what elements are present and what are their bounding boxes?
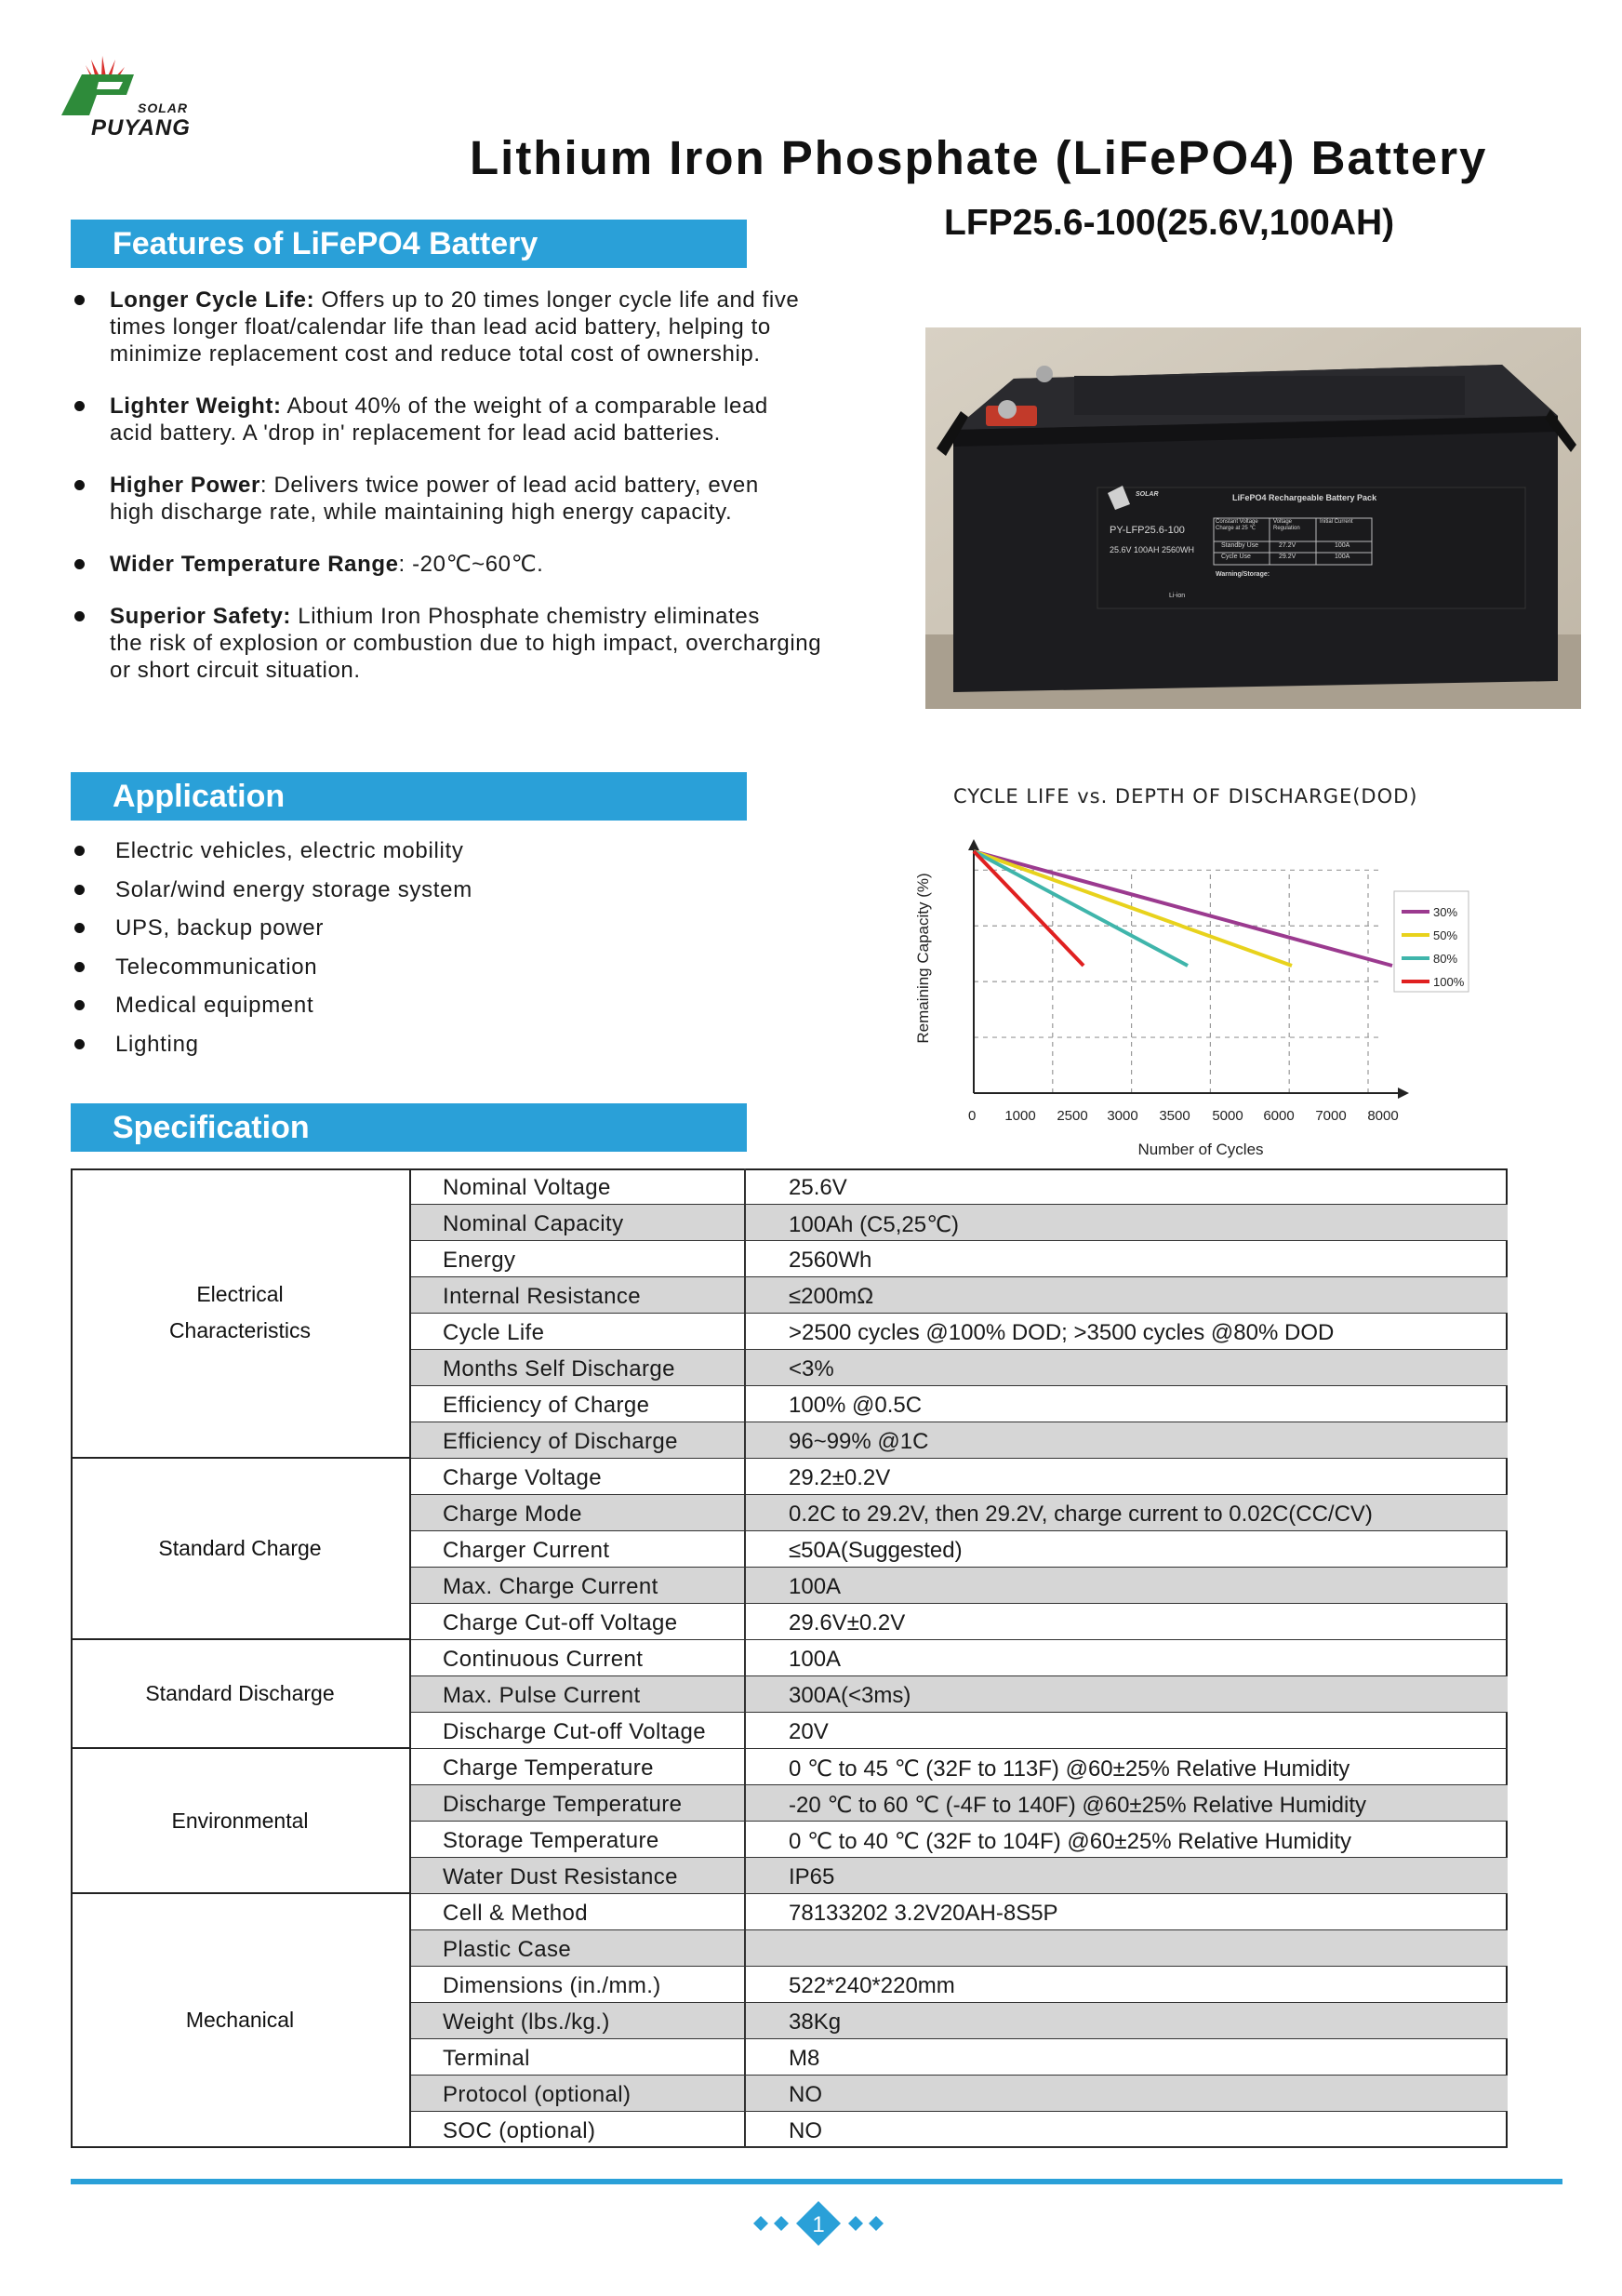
spec-value: 0 ℃ to 45 ℃ (32F to 113F) @60±25% Relative Humidity <box>789 1756 1350 1782</box>
legend-label: 30% <box>1433 905 1458 919</box>
spec-key: Internal Resistance <box>443 1284 642 1309</box>
battery-label <box>925 327 1581 709</box>
bullet-icon <box>74 611 85 621</box>
features-heading: Features of LiFePO4 Battery <box>71 220 747 268</box>
spec-value: 100A <box>789 1574 842 1599</box>
spec-row <box>411 1459 1508 1495</box>
spec-row <box>411 1422 1508 1459</box>
bullet-icon <box>74 295 85 305</box>
spec-row <box>411 1241 1508 1277</box>
spec-column-divider <box>744 1495 746 1530</box>
spec-column-divider <box>744 1241 746 1276</box>
spec-value: 0.2C to 29.2V, then 29.2V, charge current to 0.02C(CC/CV) <box>789 1502 1373 1527</box>
spec-group-name <box>71 1749 411 1894</box>
spec-column-divider <box>744 1713 746 1748</box>
label-row2-c1: Cycle Use <box>1221 554 1251 560</box>
chart-series-line <box>974 851 1292 966</box>
feature-text: Offers up to 20 times longer cycle life and five <box>314 287 800 313</box>
x-tick-label: 5000 <box>1212 1108 1243 1124</box>
model-title: LFP25.6-100(25.6V,100AH) <box>944 203 1395 243</box>
feature-item <box>71 603 908 684</box>
feature-label: Lighter Weight: <box>110 394 282 419</box>
bullet-icon <box>74 885 85 895</box>
spec-row <box>411 1858 1508 1894</box>
label-row1-c3: 100A <box>1335 542 1350 549</box>
y-axis-label: Remaining Capacity (%) <box>914 873 932 1044</box>
spec-group-name <box>71 1459 411 1640</box>
application-text: Telecommunication <box>115 954 318 980</box>
spec-column-divider <box>744 1640 746 1675</box>
bullet-icon <box>74 480 85 490</box>
x-axis-arrow-icon <box>1398 1088 1409 1099</box>
application-heading: Application <box>71 772 747 821</box>
spec-row <box>411 1350 1508 1386</box>
spec-value: 2560Wh <box>789 1248 872 1273</box>
spec-key: Dimensions (in./mm.) <box>443 1973 661 1998</box>
spec-row <box>411 1168 1508 1205</box>
spec-value: 20V <box>789 1719 829 1744</box>
spec-key: Cell & Method <box>443 1901 588 1926</box>
label-row1-c1: Standby Use <box>1221 542 1259 549</box>
specification-heading: Specification <box>71 1103 747 1152</box>
spec-value: 100Ah (C5,25℃) <box>789 1212 960 1237</box>
spec-row <box>411 2076 1508 2112</box>
spec-column-divider <box>744 1386 746 1422</box>
spec-column-divider <box>744 1568 746 1603</box>
feature-text: Lithium Iron Phosphate chemistry eliminates <box>290 604 760 629</box>
cycle-life-chart <box>907 772 1558 1163</box>
application-text: Electric vehicles, electric mobility <box>115 838 464 863</box>
spec-key: Charge Voltage <box>443 1465 603 1490</box>
spec-column-divider <box>744 1168 746 1204</box>
spec-value: 25.6V <box>789 1175 847 1200</box>
spec-value: 522*240*220mm <box>789 1973 955 1998</box>
label-row2-c3: 100A <box>1335 554 1350 560</box>
battery-photo <box>925 327 1581 709</box>
spec-row <box>411 1495 1508 1531</box>
spec-group-name <box>71 1640 411 1749</box>
feature-label: Wider Temperature Range <box>110 552 399 577</box>
feature-text: high discharge rate, while maintaining high energy capacity. <box>110 500 733 525</box>
x-tick-label: 0 <box>968 1108 977 1124</box>
x-tick-label: 1000 <box>1004 1108 1036 1124</box>
feature-label: Superior Safety: <box>110 604 291 629</box>
spec-row <box>411 1205 1508 1241</box>
spec-value: 100% @0.5C <box>789 1393 923 1418</box>
x-tick-label: 6000 <box>1263 1108 1295 1124</box>
spec-value: ≤200mΩ <box>789 1284 874 1309</box>
spec-value: ≤50A(Suggested) <box>789 1538 963 1563</box>
feature-label: Longer Cycle Life: <box>110 287 315 313</box>
page-title: Lithium Iron Phosphate (LiFePO4) Battery <box>470 131 1488 184</box>
spec-group-line: Environmental <box>171 1808 309 1833</box>
chart-title: CYCLE LIFE vs. DEPTH OF DISCHARGE(DOD) <box>953 785 1418 808</box>
spec-group-label <box>186 2002 294 2038</box>
footer-divider <box>71 2179 1562 2184</box>
spec-row <box>411 1640 1508 1676</box>
spec-group-line: Electrical <box>196 1282 284 1306</box>
label-pack: LiFePO4 Rechargeable Battery Pack <box>1232 493 1377 502</box>
spec-value: NO <box>789 2082 822 2107</box>
feature-label: Higher Power <box>110 473 260 498</box>
spec-group-line: Characteristics <box>168 1318 312 1342</box>
spec-value: 78133202 3.2V20AH-8S5P <box>789 1901 1058 1926</box>
spec-value: 29.6V±0.2V <box>789 1610 906 1635</box>
spec-column-divider <box>744 1459 746 1494</box>
label-row2-c2: 29.2V <box>1279 554 1296 560</box>
spec-key: Discharge Cut-off Voltage <box>443 1719 707 1744</box>
spec-column-divider <box>744 1894 746 1929</box>
page-number: 1 <box>812 2212 825 2237</box>
label-head-3: Initial Current <box>1320 519 1353 525</box>
chart-series-line <box>974 851 1084 966</box>
spec-key: Charger Current <box>443 1538 610 1563</box>
spec-column-divider <box>744 1277 746 1313</box>
spec-column-divider <box>744 1604 746 1639</box>
label-model: PY-LFP25.6-100 <box>1110 525 1185 536</box>
spec-value: 0 ℃ to 40 ℃ (32F to 104F) @60±25% Relative Humidity <box>789 1829 1352 1854</box>
spec-value: 100A <box>789 1647 842 1672</box>
application-item <box>71 954 472 993</box>
x-tick-label: 3500 <box>1159 1108 1190 1124</box>
spec-value: 96~99% @1C <box>789 1429 929 1454</box>
application-item <box>71 876 472 915</box>
feature-item <box>71 287 908 367</box>
spec-row <box>411 1749 1508 1785</box>
spec-group-label <box>169 1276 311 1349</box>
spec-value: <3% <box>789 1356 834 1382</box>
label-head-2: Voltage Regulation <box>1273 519 1300 531</box>
spec-key: Nominal Voltage <box>443 1175 611 1200</box>
spec-row <box>411 1314 1508 1350</box>
application-text: Solar/wind energy storage system <box>115 876 472 902</box>
features-list <box>71 287 908 709</box>
feature-text: acid battery. A 'drop in' replacement for lead acid batteries. <box>110 420 721 446</box>
spec-column-divider <box>744 2112 746 2147</box>
specification-table <box>71 1168 1508 2148</box>
chart-series-line <box>974 851 1188 966</box>
spec-row <box>411 2112 1508 2148</box>
spec-key: Weight (lbs./kg.) <box>443 2009 610 2035</box>
feature-text: times longer float/calendar life than lead acid battery, helping to <box>110 314 771 340</box>
page-indicator <box>744 2197 893 2249</box>
label-row1-c2: 27.2V <box>1279 542 1296 549</box>
spec-key: Storage Temperature <box>443 1828 659 1853</box>
spec-key: Plastic Case <box>443 1937 572 1962</box>
feature-item <box>71 551 908 578</box>
application-text: Lighting <box>115 1031 199 1057</box>
spec-row <box>411 1277 1508 1314</box>
spec-column-divider <box>744 1676 746 1712</box>
cycle-life-chart-svg <box>907 772 1558 1163</box>
x-tick-label: 7000 <box>1315 1108 1347 1124</box>
spec-row <box>411 1386 1508 1422</box>
spec-row <box>411 1604 1508 1640</box>
spec-column-divider <box>744 1422 746 1458</box>
spec-column-divider <box>744 1531 746 1567</box>
spec-row <box>411 2003 1508 2039</box>
spec-key: Charge Temperature <box>443 1755 654 1781</box>
spec-key: Charge Mode <box>443 1502 582 1527</box>
bullet-icon <box>74 1039 85 1049</box>
spec-column-divider <box>744 1350 746 1385</box>
spec-value: M8 <box>789 2046 820 2071</box>
spec-key: Nominal Capacity <box>443 1211 624 1236</box>
spec-key: Months Self Discharge <box>443 1356 675 1382</box>
spec-key: Max. Charge Current <box>443 1574 658 1599</box>
spec-group-label <box>171 1803 308 1839</box>
x-tick-label: 8000 <box>1367 1108 1399 1124</box>
chart-series-line <box>974 851 1392 966</box>
spec-row <box>411 1568 1508 1604</box>
spec-value: IP65 <box>789 1864 835 1889</box>
label-recycle: Li-ion <box>1169 593 1186 599</box>
spec-key: Charge Cut-off Voltage <box>443 1610 678 1635</box>
spec-column-divider <box>744 1205 746 1240</box>
feature-item <box>71 393 908 447</box>
spec-row <box>411 2039 1508 2076</box>
spec-group-name <box>71 1894 411 2148</box>
application-text: Medical equipment <box>115 993 314 1018</box>
legend-label: 80% <box>1433 952 1458 966</box>
spec-column-divider <box>744 1858 746 1893</box>
x-tick-label: 2500 <box>1057 1108 1088 1124</box>
label-warning: Warning/Storage: <box>1216 571 1270 578</box>
spec-column-divider <box>744 1822 746 1857</box>
legend-label: 50% <box>1433 928 1458 942</box>
spec-group-label <box>145 1675 334 1712</box>
feature-text: About 40% of the weight of a comparable lead <box>281 394 768 419</box>
label-rating: 25.6V 100AH 2560WH <box>1110 545 1195 554</box>
spec-value: -20 ℃ to 60 ℃ (-4F to 140F) @60±25% Relative Humidity <box>789 1793 1367 1818</box>
spec-group-label <box>158 1530 321 1567</box>
application-list <box>71 837 472 1069</box>
spec-column-divider <box>744 1967 746 2002</box>
y-axis-arrow-icon <box>968 839 979 850</box>
spec-row <box>411 1713 1508 1749</box>
spec-value: 29.2±0.2V <box>789 1465 891 1490</box>
spec-row <box>411 1785 1508 1822</box>
spec-key: Protocol (optional) <box>443 2082 632 2107</box>
spec-key: Discharge Temperature <box>443 1792 683 1817</box>
bullet-icon <box>74 401 85 411</box>
spec-row <box>411 1531 1508 1568</box>
feature-text: : Delivers twice power of lead acid battery, even <box>259 473 759 498</box>
feature-text: : -20℃~60℃. <box>398 552 544 577</box>
bullet-icon <box>74 962 85 972</box>
spec-group-line: Standard Charge <box>158 1536 322 1560</box>
spec-key: Terminal <box>443 2046 530 2071</box>
bullet-icon <box>74 1000 85 1010</box>
application-item <box>71 992 472 1031</box>
spec-row <box>411 1822 1508 1858</box>
spec-column-divider <box>744 1314 746 1349</box>
x-axis-label: Number of Cycles <box>1137 1141 1264 1158</box>
spec-value: >2500 cycles @100% DOD; >3500 cycles @80% DOD <box>789 1320 1335 1345</box>
application-item <box>71 914 472 954</box>
spec-value: 38Kg <box>789 2009 842 2035</box>
spec-key: Cycle Life <box>443 1320 545 1345</box>
spec-column-divider <box>744 1749 746 1784</box>
spec-row <box>411 1967 1508 2003</box>
spec-key: Efficiency of Charge <box>443 1393 650 1418</box>
puyang-solar-logo <box>45 43 212 140</box>
spec-row <box>411 1894 1508 1930</box>
spec-column-divider <box>744 1930 746 1966</box>
spec-key: Water Dust Resistance <box>443 1864 678 1889</box>
spec-column-divider <box>744 2039 746 2075</box>
spec-key: Continuous Current <box>443 1647 644 1672</box>
bullet-icon <box>74 923 85 933</box>
feature-text: the risk of explosion or combustion due to high impact, overcharging <box>110 631 822 656</box>
spec-group-line: Mechanical <box>185 2008 295 2032</box>
spec-column-divider <box>744 2003 746 2038</box>
spec-key: Energy <box>443 1248 516 1273</box>
application-item <box>71 1031 472 1070</box>
spec-value: NO <box>789 2118 822 2143</box>
x-tick-label: 3000 <box>1107 1108 1138 1124</box>
spec-group-name <box>71 1168 411 1459</box>
page-diamonds-icon <box>744 2197 893 2249</box>
spec-key: Efficiency of Discharge <box>443 1429 678 1454</box>
label-head-1: Constant Voltage Charge at 25 ℃ <box>1216 519 1258 531</box>
spec-value: 300A(<3ms) <box>789 1683 911 1708</box>
logo-brand-text: PUYANG <box>91 115 191 140</box>
legend-label: 100% <box>1433 975 1465 989</box>
label-brand: SOLAR <box>1136 491 1159 498</box>
spec-row <box>411 1930 1508 1967</box>
feature-text: minimize replacement cost and reduce total cost of ownership. <box>110 341 761 367</box>
bullet-icon <box>74 846 85 856</box>
feature-item <box>71 472 908 526</box>
spec-column-divider <box>744 1785 746 1821</box>
feature-text: or short circuit situation. <box>110 658 361 683</box>
bullet-icon <box>74 559 85 569</box>
spec-row <box>411 1676 1508 1713</box>
logo-solar-text: SOLAR <box>138 100 188 115</box>
spec-column-divider <box>744 2076 746 2111</box>
spec-group-line: Standard Discharge <box>145 1681 335 1705</box>
spec-key: Max. Pulse Current <box>443 1683 641 1708</box>
application-text: UPS, backup power <box>115 915 325 941</box>
application-item <box>71 837 472 876</box>
spec-key: SOC (optional) <box>443 2118 596 2143</box>
